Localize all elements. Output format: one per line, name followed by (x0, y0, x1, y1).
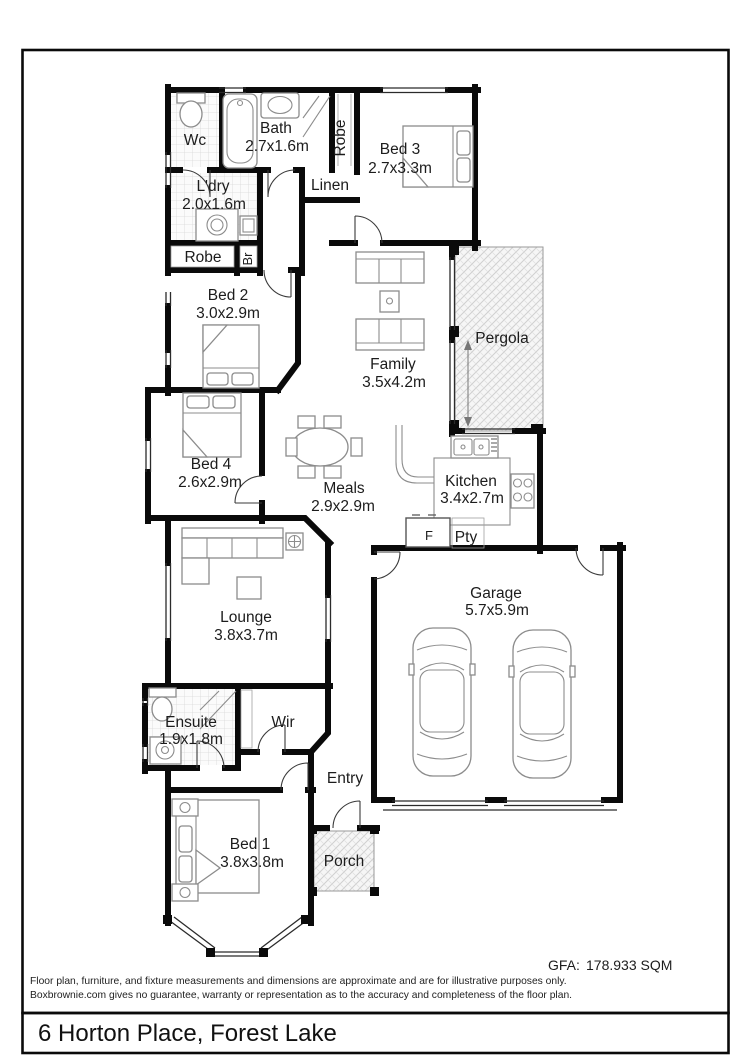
label-fridge: F (425, 528, 433, 543)
label-family-dims: 3.5x4.2m (362, 374, 426, 391)
label-garage-dims: 5.7x5.9m (465, 602, 529, 619)
label-kitchen-name: Kitchen (445, 473, 497, 490)
label-ldry-dims: 2.0x1.6m (182, 196, 246, 213)
furniture-bed2 (203, 325, 259, 388)
label-lounge-dims: 3.8x3.7m (214, 627, 278, 644)
label-bath-dims: 2.7x1.6m (245, 138, 309, 155)
label-ensuite-dims: 1.9x1.8m (159, 731, 223, 748)
label-entry: Entry (326, 770, 364, 787)
label-robe-top: Robe (332, 119, 349, 157)
label-meals-name: Meals (323, 480, 365, 497)
label-linen: Linen (311, 177, 349, 194)
gfa-label: GFA: (548, 957, 580, 973)
label-kitchen-dims: 3.4x2.7m (440, 490, 504, 507)
label-ldry-name: L'dry (196, 178, 230, 195)
furniture-meals (286, 416, 362, 478)
label-bed1-name: Bed 1 (229, 836, 271, 853)
label-robe2: Robe (184, 249, 222, 266)
label-porch: Porch (323, 853, 365, 870)
label-bed2-dims: 3.0x2.9m (196, 305, 260, 322)
title-bar (23, 1013, 729, 1053)
furniture-garage (409, 628, 575, 778)
disclaimer-line2: Boxbrownie.com gives no guarantee, warranty or representation as to the accuracy and completeness of the floor plan. (30, 990, 573, 1001)
furniture-family (356, 252, 424, 350)
footer (30, 957, 672, 1001)
label-bed4-dims: 2.6x2.9m (178, 474, 242, 491)
label-meals-dims: 2.9x2.9m (311, 498, 375, 515)
label-wc: Wc (183, 132, 207, 149)
gfa-value: 178.933 SQM (586, 957, 673, 973)
label-bed3-dims: 2.7x3.3m (368, 160, 432, 177)
furniture-lounge (182, 528, 303, 599)
label-wir: Wir (271, 714, 295, 731)
label-ensuite-name: Ensuite (165, 714, 217, 731)
label-pergola: Pergola (475, 330, 529, 347)
label-bed4-name: Bed 4 (190, 456, 232, 473)
page-title: 6 Horton Place, Forest Lake (38, 1020, 337, 1047)
label-bed1-dims: 3.8x3.8m (220, 854, 284, 871)
label-bed3-name: Bed 3 (379, 141, 421, 158)
label-garage-name: Garage (470, 585, 522, 602)
disclaimer-line1: Floor plan, furniture, and fixture measurements and dimensions are approximate and are for illustrative purposes only. (30, 976, 567, 987)
bay-window (163, 915, 310, 957)
label-family-name: Family (370, 356, 416, 373)
label-bath-name: Bath (260, 120, 292, 137)
label-pantry: Pty (454, 529, 478, 546)
label-lounge-name: Lounge (220, 609, 272, 626)
page-border (23, 50, 729, 1013)
furniture-bed4 (183, 393, 241, 457)
label-br: Br (240, 252, 255, 266)
label-bed2-name: Bed 2 (207, 287, 249, 304)
